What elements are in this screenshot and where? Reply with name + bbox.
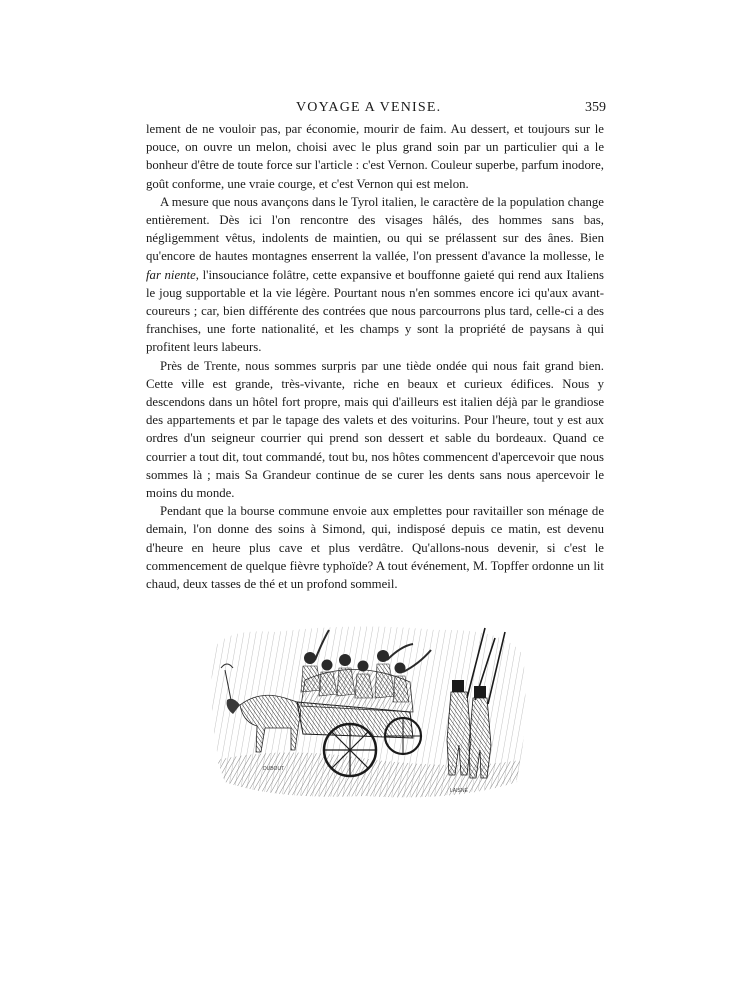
italic-phrase: far niente	[146, 267, 196, 282]
running-title: VOYAGE A VENISE.	[296, 100, 442, 115]
body-text	[146, 120, 604, 593]
paragraph-3: Près de Trente, nous sommes surpris par une tiède ondée qui nous fait grand bien. Cette ville est grande, très-vivante, riche en beaux et curieux édifices. Nous y descendons dans un hôtel fort propre, mais qui d'ailleurs est italien déjà par le grandiose des appartements et par le tapage des valets et des voiturins. Pour l'heure, tout y est aux ordres d'un seigneur courrier qui prend son dessert et sable du bordeaux. Quand ce courrier a tout dit, tout commandé, tout bu, nos hôtes commencent d'apercevoir que nous sommes là ; mais Sa Grandeur continue de se curer les dents sans nous apercevoir le moins du monde.	[146, 358, 604, 501]
running-head	[146, 100, 606, 120]
page-number: 359	[585, 100, 606, 115]
engraving-illustration	[205, 610, 530, 805]
engraver-signature-right: LAISNÉ	[450, 788, 468, 794]
engraver-signature-left: DUBOUT	[263, 766, 285, 772]
paragraph-4: Pendant que la bourse commune envoie aux emplettes pour ravitailler son ménage de demain, l'on donne des soins à Simond, qui, indisposé depuis ce matin, est devenu d'heure en heure plus cave et plus verdâtre. Qu'allons-nous devenir, si c'est le commencement de quelque fièvre typhoïde? A tout événement, M. Topffer ordonne un lit chaud, deux tasses de thé et un profond sommeil.	[146, 504, 604, 592]
paragraph-2: A mesure que nous avançons dans le Tyrol italien, le caractère de la population change entièrement. Dès ici l'on rencontre des visages hâlés, des hommes sans bas, négligemment vêtus, indolents de maintien, ou qui se prélassent sur des ânes. Bien qu'encore de hautes montagnes enserrent la vallée, l'on pressent d'avance la mollesse, le far niente, l'insouciance folâtre, cette expansive et bouffonne gaieté qui rend aux Italiens le joug supportable et la vie légère. Pourtant nous n'en sommes encore ici qu'aux avant-coureurs ; car, bien différente des contrées que nous parcourrons plus tard, celle-ci a des franchises, une forte nationalité, et les champs y sont la propriété de paysans à qui profitent leurs labeurs.	[146, 194, 604, 355]
paragraph-1: lement de ne vouloir pas, par économie, mourir de faim. Au dessert, et toujours sur le pouce, on ouvre un melon, choisi avec le plus grand soin par un particulier qui a le bonheur d'être de toute force sur l'article : c'est Vernon. Couleur superbe, parfum inodore, goût conforme, une vraie courge, et c'est Vernon qui est melon.	[146, 122, 604, 191]
